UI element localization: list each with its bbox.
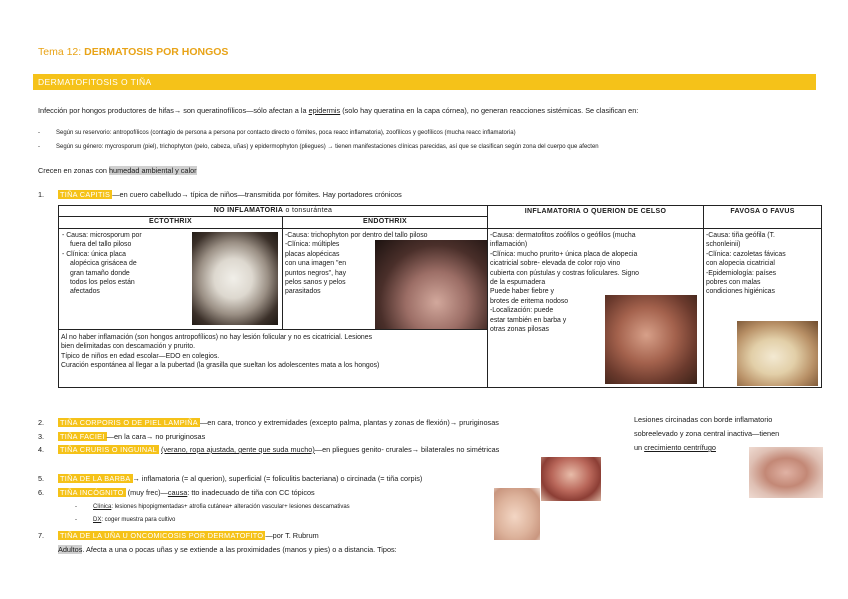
item-tina-capitis: 1. TIÑA CAPITIS —en cuero cabelludo→ típica de niños—transmitida por fómites. Hay portadores crónicos — [38, 190, 402, 199]
item-tina-incognito: 6. TIÑA INCÓGNITO (muy frec)—causa: tto inadecuado de tiña con CC tópicos — [38, 488, 315, 497]
document-title: Tema 12: DERMATOSIS POR HONGOS — [38, 46, 229, 58]
header-no-inflamatoria: NO INFLAMATORIA o tonsurántea — [58, 205, 488, 217]
header-endothrix: ENDOTHRIX — [282, 216, 488, 229]
side-note: Lesiones circinadas con borde inflamatorio sobreelevado y zona central inactiva—tienen un crecimiento centrífugo — [634, 415, 780, 452]
header-ectothrix: ECTOTHRIX — [58, 216, 283, 229]
item-tina-barba: 5. TIÑA DE LA BARBA → inflamatoria (= al querion), superficial (= foliculitis bacteriana) o circinada (= tiña corpis) — [38, 474, 423, 483]
endothrix-text: -Causa: trichophyton por dentro del tallo piloso -Clínica: múltiples placas alopécicas con una imagen "en puntos negros", hay pelos sanos y pelos parasitados — [285, 232, 428, 296]
highlight-label: TIÑA CAPITIS — [60, 190, 111, 199]
item-tina-faciei: 3. TIÑA FACIEI —en la cara→ no pruriginosas — [38, 432, 206, 441]
header-favosa: FAVOSA O FAVUS — [703, 205, 822, 229]
incognito-clinica: - Clínica: lesiones hipopigmentadas+ atrofia cutánea+ alteración vascular+ lesiones descamativas — [75, 504, 350, 510]
intro-line: Infección por hongos productores de hifas→ son queratinofílicos—sólo afectan a la epidermis (solo hay queratina en la capa córnea), no generan reacciones sistémicas. Se clasifican en: — [38, 106, 639, 115]
favus-photo — [737, 321, 818, 386]
inflamatoria-text: -Causa: dermatofitos zoófilos o geófilos (mucha inflamación) -Clínica: mucho prurito+ única placa de alopecia cicatricial sobre- elevada de color rojo vino cubierta con pústulas y costras foliculares. Signo de la espumadera Puede haber fiebre y brotes de eritema nodoso -Localización: puede estar también en barba y otras zonas pilosas — [490, 232, 639, 334]
section-banner-label: DERMATOFITOSIS O TIÑA — [38, 77, 152, 87]
item-tina-corporis: 2. TIÑA CORPORIS O DE PIEL LAMPIÑA —en cara, tronco y extremidades (excepto palma, plantas y zonas de flexión)→ pruriginosas — [38, 418, 499, 427]
cruris-photo — [541, 457, 601, 501]
bullet-genero: - Según su género: mycrosporum (piel), trichophyton (pelo, cabeza, uñas) y epidermophyton (pliegues) → tienen manifestaciones clínicas parecidas, así que se clasifican según zona del cuerpo que afecten — [38, 144, 599, 150]
incognito-photo — [494, 488, 540, 540]
una-detail: Adultos. Afecta a una o pocas uñas y se extiende a las proximidades (manos y pies) o a distancia. Tipos: — [58, 545, 397, 554]
favosa-text: -Causa: tiña geófila (T. schonleinii) -Clínica: cazoletas fávicas con alopecia cicatricial -Epidemiología: países pobres con malas condiciones higiénicas — [706, 232, 786, 296]
capitis-table — [58, 205, 822, 388]
endothrix-photo — [375, 240, 487, 329]
section-banner — [33, 74, 816, 90]
item-tina-cruris: 4. TIÑA CRURIS O INGUINAL (verano, ropa ajustada, gente que suda mucho)—en pliegues genito- crurales→ bilaterales no simétricas — [38, 445, 500, 454]
ectothrix-photo — [192, 232, 278, 325]
ectothrix-text: - Causa: microsporum por fuera del tallo piloso - Clínica: única placa alopécica grisácea de gran tamaño donde todos los pelos están afectados — [62, 232, 142, 296]
note-text: Al no haber inflamación (son hongos antropofílicos) no hay lesión folicular y no es cicatricial. Lesiones bien delimitadas con descamación y prurito. Típico de niños en edad escolar—EDO en colegios. Curación espontánea al llegar a la pubertad (la grasilla que sueltan los adolescentes mata a los hongos) — [61, 334, 380, 370]
bullet-reservorio: - Según su reservorio: antropofílicos (contagio de persona a persona por contacto directo o fómites, poca reacc inflamatoria), zoofílicos y geofílicos (mucha reacc inflamatoria) — [38, 130, 516, 136]
header-inflamatoria: INFLAMATORIA O QUERION DE CELSO — [487, 205, 704, 229]
querion-photo — [605, 295, 697, 384]
incognito-dx: - DX: coger muestra para cultivo — [75, 517, 176, 523]
corporis-photo — [749, 447, 823, 498]
crecen-line: Crecen en zonas con humedad ambiental y calor — [38, 166, 197, 175]
item-tina-una: 7. TIÑA DE LA UÑA U ONCOMICOSIS POR DERMATOFITO —por T. Rubrum — [38, 531, 319, 540]
